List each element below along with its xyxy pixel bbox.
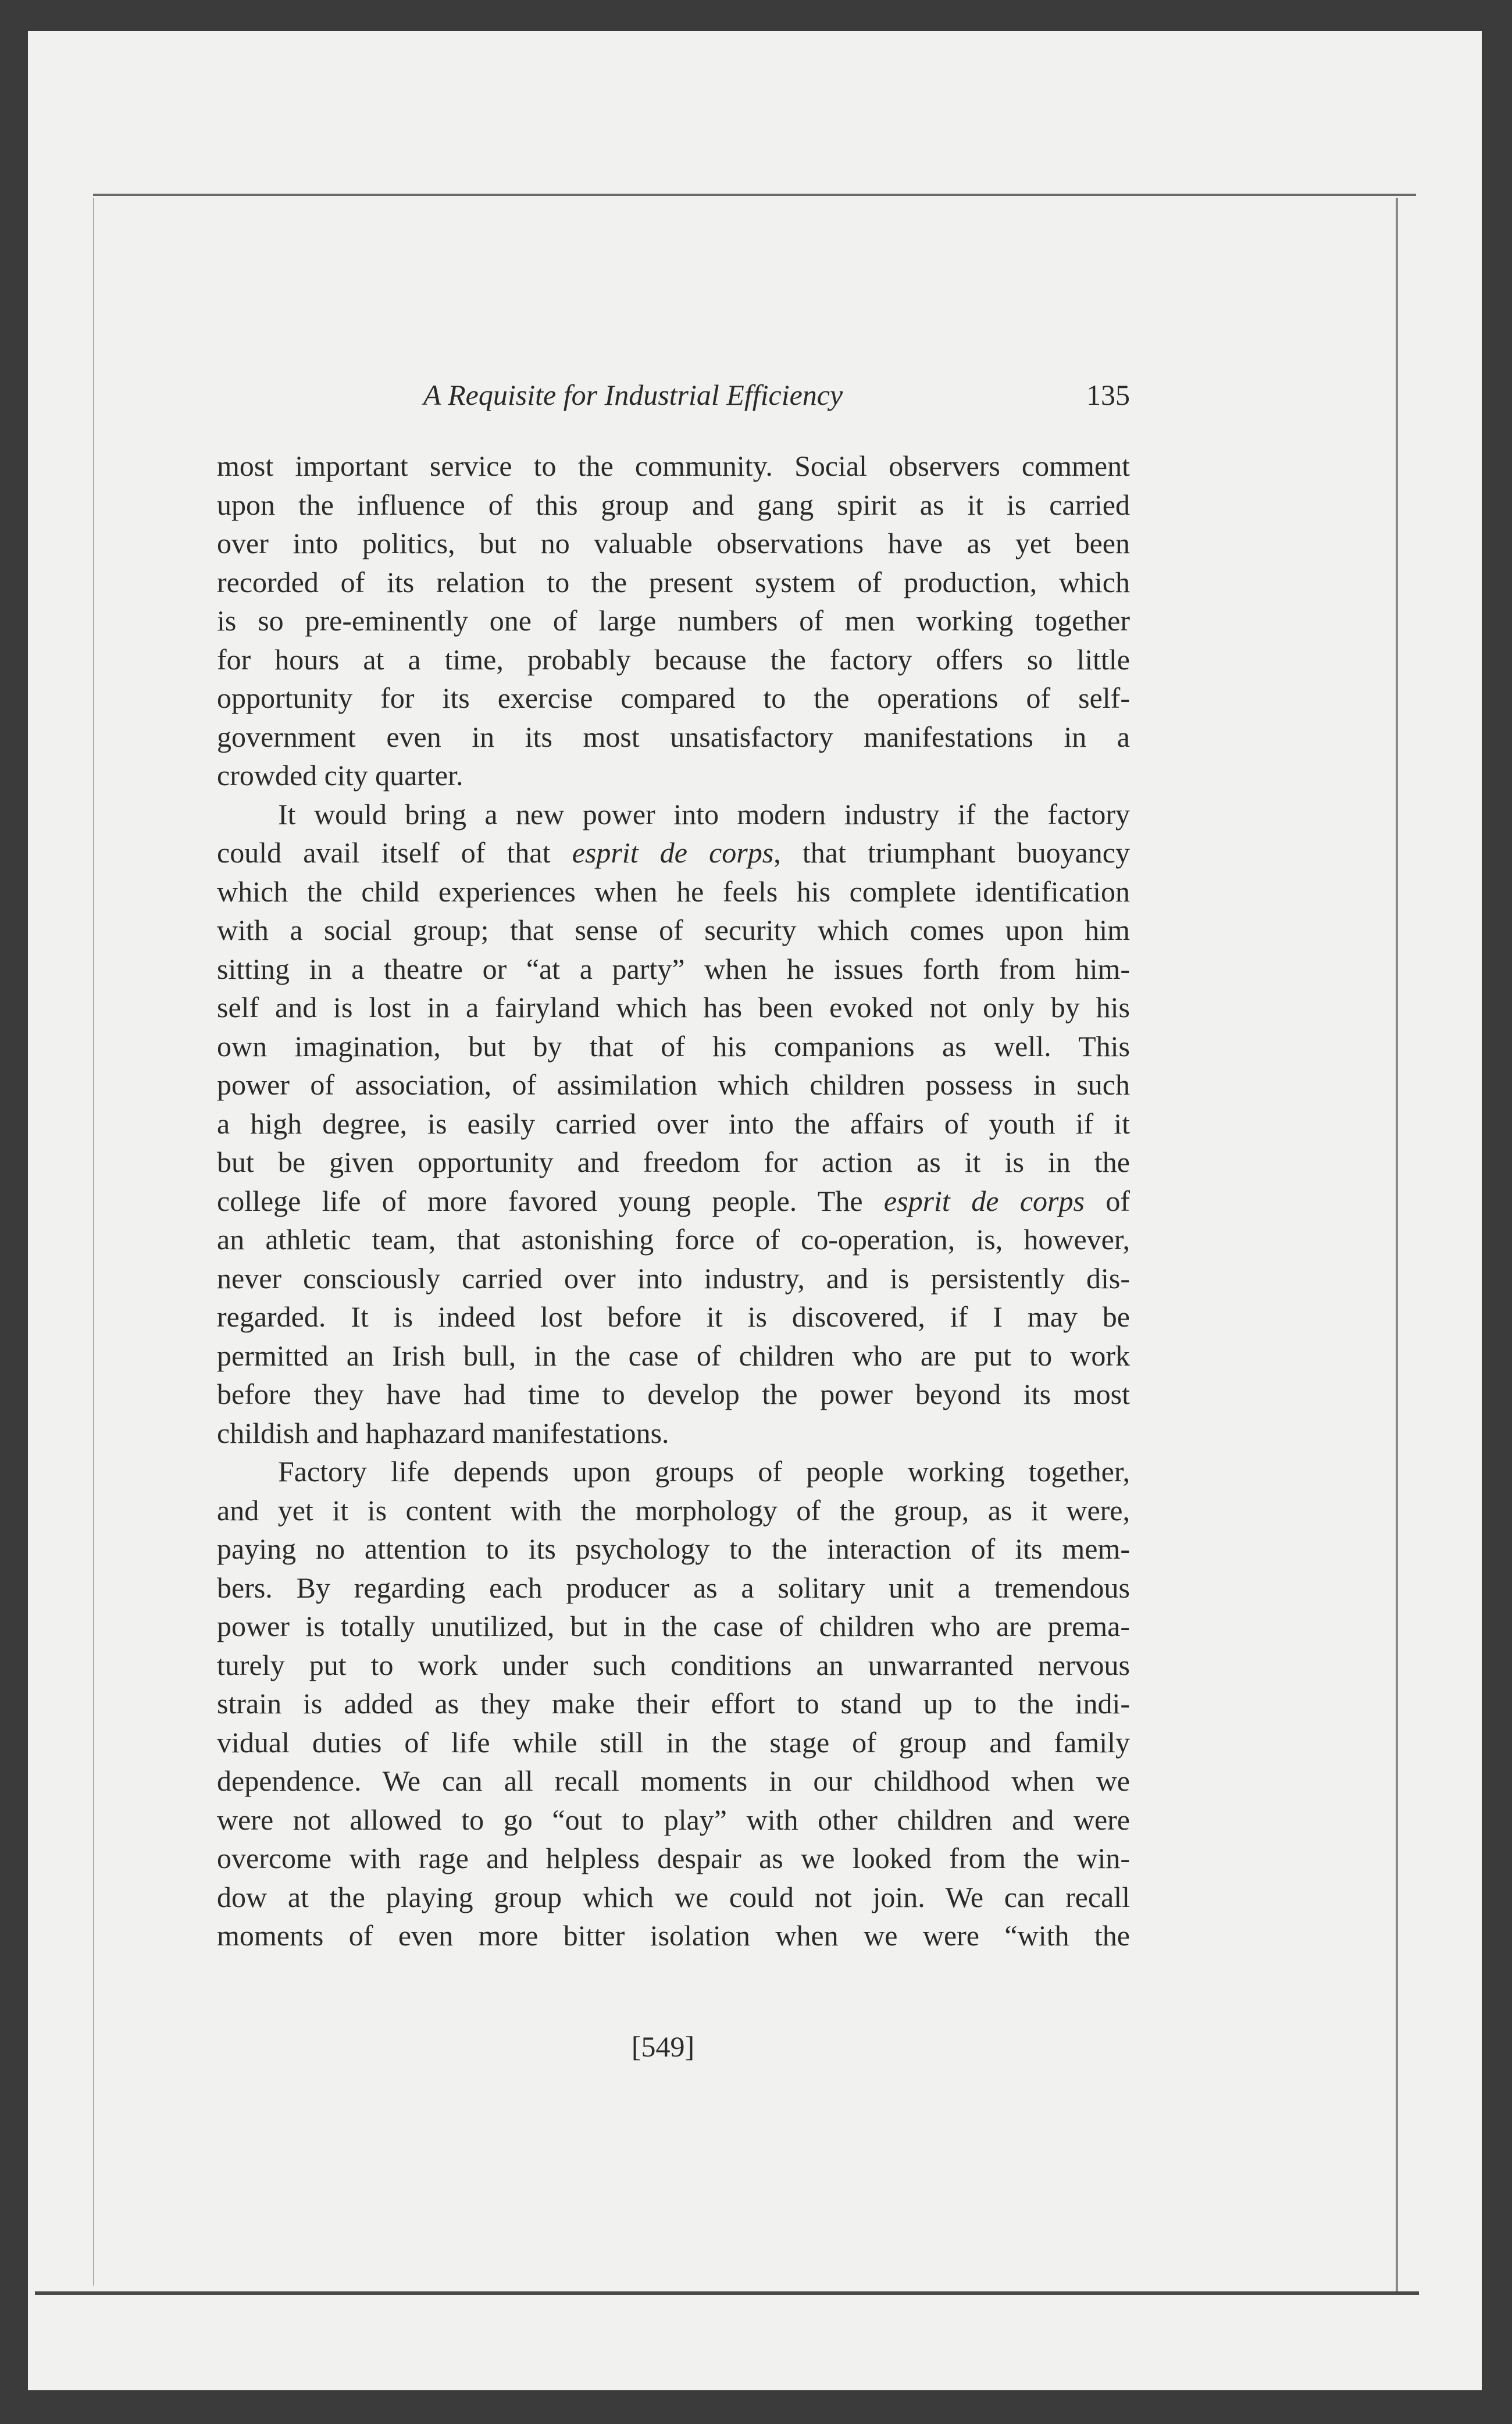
text-line [217, 911, 1130, 950]
text-run: moments of even more bitter isolation when we were “with the [217, 1919, 1130, 1952]
text-line [217, 1569, 1130, 1607]
text-line [217, 1065, 1130, 1104]
text-line [217, 1530, 1130, 1569]
text-line [217, 1104, 1130, 1143]
text-run: and yet it is content with the morphology of the group, as it were, [217, 1493, 1130, 1527]
text-line [217, 1452, 1130, 1491]
text-line [217, 486, 1130, 525]
text-line [217, 795, 1130, 834]
folio: [549] [631, 2030, 695, 2063]
text-run: before they have had time to develop the power beyond its most [217, 1378, 1130, 1410]
text-line [217, 1182, 1130, 1221]
running-title: A Requisite for Industrial Efficiency [423, 379, 843, 411]
text-run: bers. By regarding each producer as a solitary unit a tremendous [217, 1571, 1130, 1604]
italic-phrase: esprit de corps [883, 1184, 1085, 1217]
text-line [217, 1220, 1130, 1259]
text-run: government even in its most unsatisfactory manifestations in a [217, 720, 1130, 753]
text-run: power of association, of assimilation which children possess in such [217, 1068, 1130, 1101]
text-run: which the child experiences when he feels his complete identification [217, 875, 1130, 908]
text-run: dependence. We can all recall moments in our childhood when we [217, 1764, 1130, 1797]
text-line [217, 756, 1130, 795]
text-line [217, 950, 1130, 989]
text-run: for hours at a time, probably because the factory offers so little [217, 643, 1130, 676]
text-run: a high degree, is easily carried over into the affairs of youth if it [217, 1107, 1130, 1140]
text-run: crowded city quarter. [217, 759, 463, 792]
text-run: turely put to work under such conditions an unwarranted nervous [217, 1648, 1130, 1681]
text-run: It would bring a new power into modern industry if the factory [278, 797, 1130, 830]
text-run: overcome with rage and helpless despair as we looked from the win- [217, 1842, 1130, 1874]
text-line [217, 1723, 1130, 1762]
text-line [217, 1916, 1130, 1955]
text-run: permitted an Irish bull, in the case of children who are put to work [217, 1339, 1130, 1372]
text-line [217, 1607, 1130, 1646]
text-run: own imagination, but by that of his companions as well. This [217, 1029, 1130, 1063]
text-run: regarded. It is indeed lost before it is discovered, if I may be [217, 1300, 1130, 1333]
page-number: 135 [1086, 379, 1130, 411]
text-line [217, 601, 1130, 640]
text-run: of [1084, 1184, 1130, 1217]
text-run: never consciously carried over into industry, and is persistently dis- [217, 1261, 1130, 1295]
text-run: vidual duties of life while still in the stage of group and family [217, 1726, 1130, 1759]
text-line [217, 1336, 1130, 1375]
text-line [217, 1801, 1130, 1840]
text-line [217, 640, 1130, 679]
text-run: paying no attention to its psychology to the interaction of its mem- [217, 1532, 1130, 1565]
text-run: most important service to the community. Social observers comment [217, 450, 1130, 482]
text-run: sitting in a theatre or “at a party” when he issues forth from him- [217, 952, 1130, 985]
page-edge-left [93, 198, 94, 2286]
text-run: self and is lost in a fairyland which has been evoked not only by his [217, 991, 1130, 1024]
text-line [217, 988, 1130, 1027]
text-run: dow at the playing group which we could not join. We can recall [217, 1880, 1130, 1913]
page-edge-bottom [35, 2291, 1419, 2295]
text-run: is so pre-eminently one of large numbers of men working together [217, 604, 1130, 637]
text-run: but be given opportunity and freedom for action as it is in the [217, 1146, 1130, 1178]
text-line [217, 1375, 1130, 1414]
italic-phrase: esprit de corps [572, 836, 774, 869]
text-line [217, 563, 1130, 602]
text-line [217, 1297, 1130, 1336]
text-line [217, 1143, 1130, 1182]
text-run: power is totally unutilized, but in the case of children who are prema- [217, 1610, 1130, 1642]
text-run: could avail itself of that [217, 836, 572, 869]
text-run: childish and haphazard manifestations. [217, 1416, 669, 1449]
text-line [217, 1839, 1130, 1878]
text-line [217, 1762, 1130, 1801]
text-run: college life of more favored young people. The [217, 1184, 884, 1217]
text-line [217, 1414, 1130, 1453]
text-line [217, 679, 1130, 718]
text-run: Factory life depends upon groups of people working together, [278, 1455, 1130, 1488]
text-run: over into politics, but no valuable observations have as yet been [217, 527, 1130, 559]
text-run: an athletic team, that astonishing force of co-operation, is, however, [217, 1223, 1130, 1256]
text-line [217, 1878, 1130, 1917]
text-line [217, 718, 1130, 757]
text-run: , that triumphant buoyancy [773, 836, 1130, 869]
text-line [217, 872, 1130, 911]
page-edge-top [93, 194, 1416, 196]
page-edge-right [1396, 198, 1398, 2291]
text-line [217, 524, 1130, 563]
running-head [217, 378, 1130, 419]
text-line [217, 1491, 1130, 1530]
text-run: were not allowed to go “out to play” with other children and were [217, 1803, 1130, 1836]
text-line [217, 1684, 1130, 1723]
text-line [217, 833, 1130, 872]
text-run: recorded of its relation to the present system of production, which [217, 565, 1130, 598]
text-line [217, 1646, 1130, 1685]
text-line [217, 1259, 1130, 1298]
text-run: with a social group; that sense of security which comes upon him [217, 914, 1130, 946]
text-run: upon the influence of this group and gang spirit as it is carried [217, 488, 1130, 521]
text-line [217, 447, 1130, 486]
body-text [217, 447, 1130, 1955]
text-run: strain is added as they make their effort to stand up to the indi- [217, 1687, 1130, 1720]
text-line [217, 1027, 1130, 1066]
text-run: opportunity for its exercise compared to the operations of self- [217, 682, 1130, 714]
